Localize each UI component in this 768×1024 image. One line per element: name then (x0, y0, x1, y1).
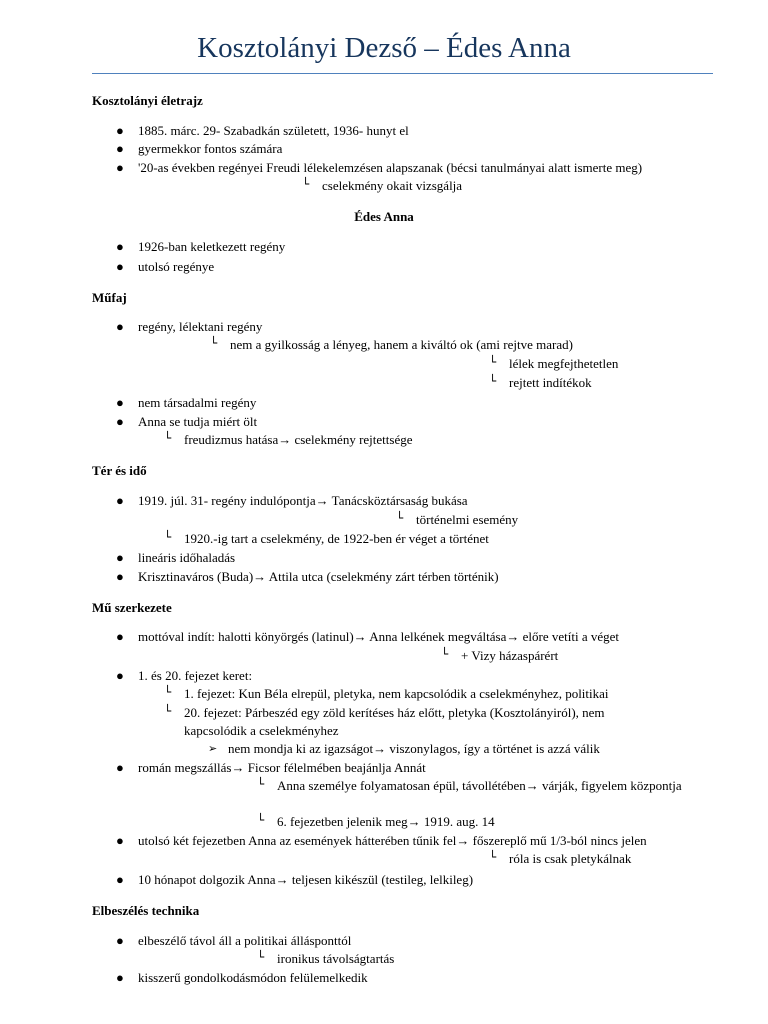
corner-arrow-icon: └ (441, 647, 449, 661)
corner-arrow-icon: └ (164, 704, 172, 718)
bullet-icon: ● (116, 160, 124, 175)
bullet-icon: ● (116, 319, 124, 334)
corner-arrow-icon: └ (164, 685, 172, 699)
corner-arrow-icon: └ (257, 813, 265, 827)
bullet-icon: ● (116, 259, 124, 274)
bullet-icon: ● (116, 760, 124, 775)
bullet-icon: ● (116, 872, 124, 887)
bullet-icon: ● (116, 933, 124, 948)
corner-arrow-icon: └ (489, 374, 497, 388)
corner-arrow-icon: └ (489, 355, 497, 369)
section-heading-mufaj: Műfaj (92, 290, 127, 305)
corner-arrow-icon: └ (396, 511, 404, 525)
bullet-icon: ● (116, 395, 124, 410)
section-heading-edes-anna: Édes Anna (354, 209, 414, 224)
section-heading-ter-es-ido: Tér és idő (92, 463, 147, 478)
corner-arrow-icon: └ (164, 431, 172, 445)
bullet-icon: ● (116, 569, 124, 584)
bullet-icon: ● (116, 414, 124, 429)
corner-arrow-icon: └ (164, 530, 172, 544)
title-divider (92, 73, 713, 74)
corner-arrow-icon: └ (489, 850, 497, 864)
corner-arrow-icon: └ (257, 777, 265, 791)
bullet-icon: ● (116, 970, 124, 985)
bullet-icon: ● (116, 668, 124, 683)
corner-arrow-icon: └ (302, 177, 310, 191)
bullet-icon: ● (116, 141, 124, 156)
corner-arrow-icon: └ (257, 950, 265, 964)
corner-arrow-icon: └ (210, 336, 218, 350)
section-heading-elbeszeles: Elbeszélés technika (92, 903, 200, 918)
bullet-icon: ● (116, 123, 124, 138)
bullet-icon: ● (116, 550, 124, 565)
bullet-icon: ● (116, 239, 124, 254)
arrow-bullet-icon: ➢ (208, 742, 218, 755)
bullet-icon: ● (116, 493, 124, 508)
section-heading-eletrajz: Kosztolányi életrajz (92, 93, 203, 108)
bullet-icon: ● (116, 833, 124, 848)
bullet-icon: ● (116, 629, 124, 644)
page-title: Kosztolányi Dezső – Édes Anna (197, 32, 571, 64)
section-heading-szerkezet: Mű szerkezete (92, 600, 172, 615)
